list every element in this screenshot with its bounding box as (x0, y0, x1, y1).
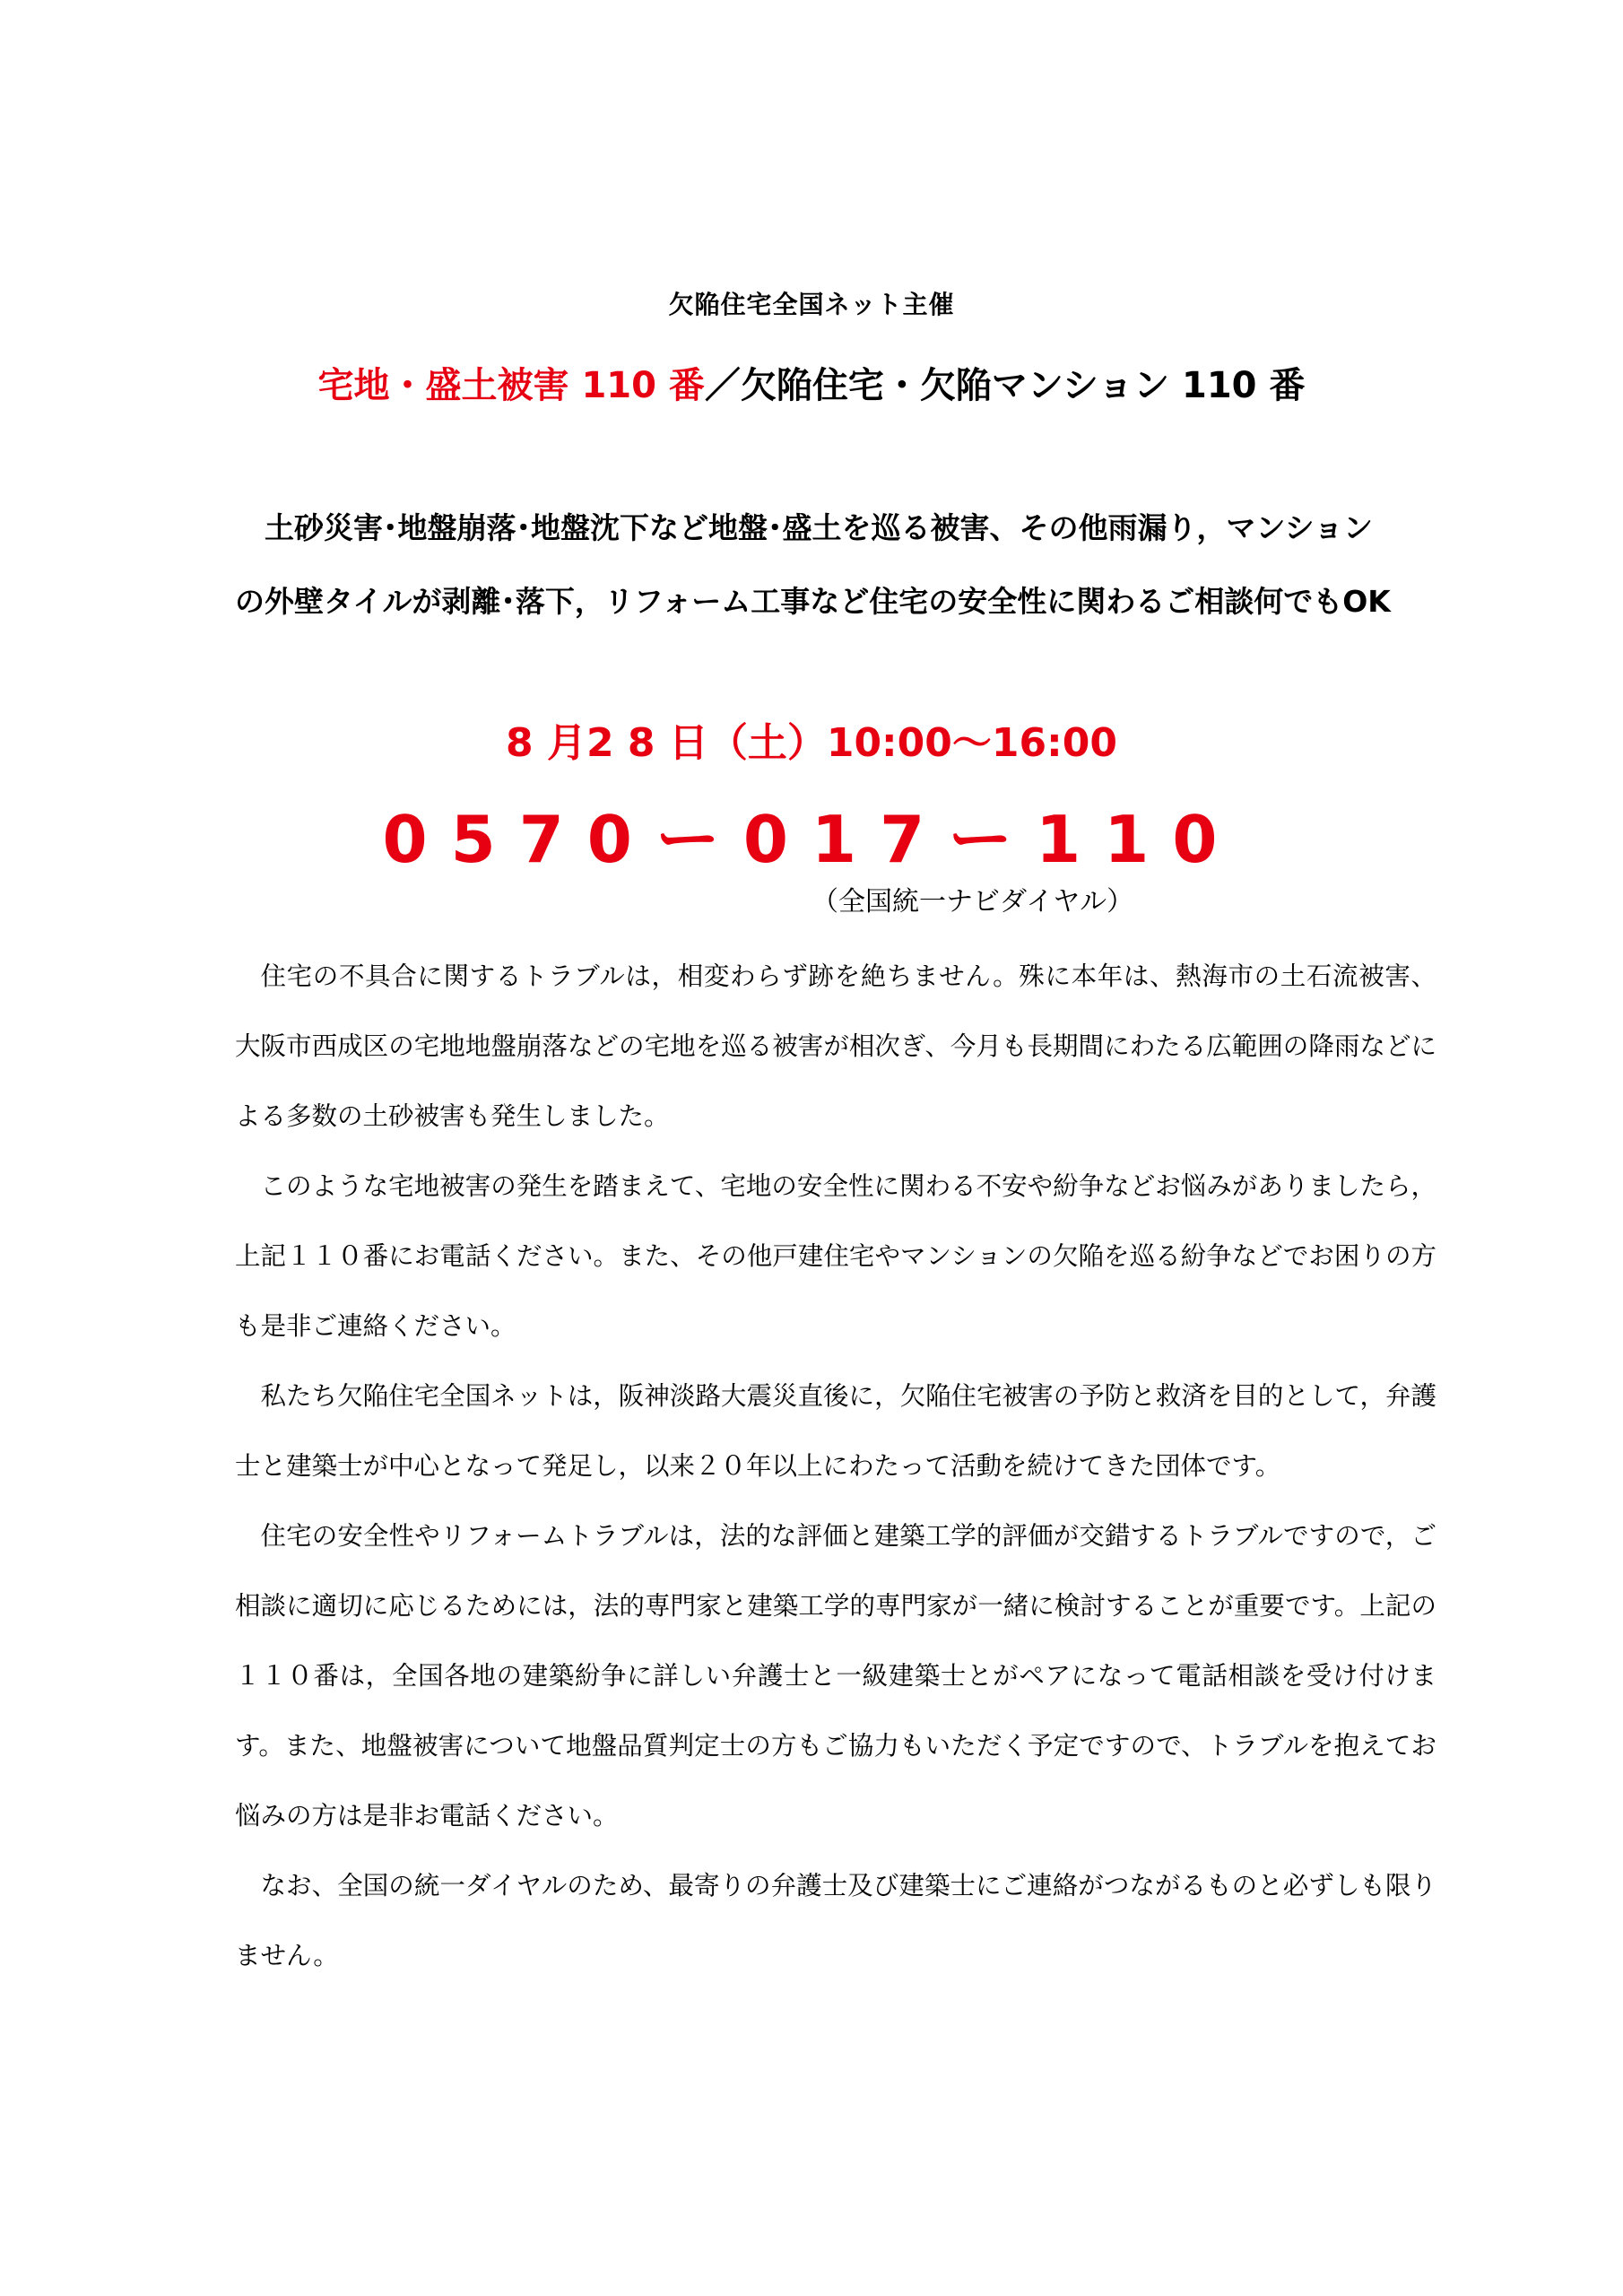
lead-line-2: の外壁タイルが剥離･落下，リフォーム工事など住宅の安全性に関わるご相談何でもOK (235, 584, 1391, 619)
headline (0, 357, 1623, 408)
headline-takuchi-110: 宅地・盛土被害 110 番 (317, 365, 705, 406)
body-paragraph-2: このような宅地被害の発生を踏まえて、宅地の安全性に関わる不安や紛争などお悩みがありましたら，上記１１０番にお電話ください。また、その他戸建住宅やマンションの欠陥を巡る紛争などでお困りの方も是非ご連絡ください。 (235, 1171, 1436, 1341)
organizer-line: 欠陥住宅全国ネット主催 (668, 290, 955, 319)
dial-note: （全国統一ナビダイヤル） (812, 886, 1134, 918)
event-datetime: 8 月2 8 日（土）10:00〜16:00 (506, 720, 1117, 766)
body-text (235, 942, 1436, 1991)
body-paragraph-3: 私たち欠陥住宅全国ネットは，阪神淡路大震災直後に，欠陥住宅被害の予防と救済を目的として，弁護士と建築士が中心となって発足し，以来２０年以上にわたって活動を続けてきた団体です。 (235, 1381, 1436, 1481)
body-paragraph-4: 住宅の安全性やリフォームトラブルは，法的な評価と建築工学的評価が交錯するトラブルですので，ご相談に適切に応じるためには，法的専門家と建築工学的専門家が一緒に検討することが重要です。上記の１１０番は，全国各地の建築紛争に詳しい弁護士と一級建築士とがペアになって電話相談を受け付けます。また、地盤被害について地盤品質判定士の方もご協力もいただく予定ですので、トラブルを抱えてお悩みの方は是非お電話ください。 (235, 1521, 1436, 1831)
headline-kekkan-110: ／欠陥住宅・欠陥マンション 110 番 (704, 365, 1306, 406)
lead-line-1: 土砂災害･地盤崩落･地盤沈下など地盤･盛土を巡る被害、その他雨漏り，マンション (265, 510, 1374, 545)
body-paragraph-1: 住宅の不具合に関するトラブルは，相変わらず跡を絶ちません。殊に本年は、熱海市の土石流被害、大阪市西成区の宅地地盤崩落などの宅地を巡る被害が相次ぎ、今月も長期間にわたる広範囲の降雨などによる多数の土砂被害も発生しました。 (235, 961, 1436, 1131)
phone-number: 0570ー017ー110 (382, 802, 1241, 877)
body-paragraph-5: なお、全国の統一ダイヤルのため、最寄りの弁護士及び建築士にご連絡がつながるものと必ずしも限りません。 (235, 1871, 1436, 1970)
lead-text (235, 491, 1436, 639)
